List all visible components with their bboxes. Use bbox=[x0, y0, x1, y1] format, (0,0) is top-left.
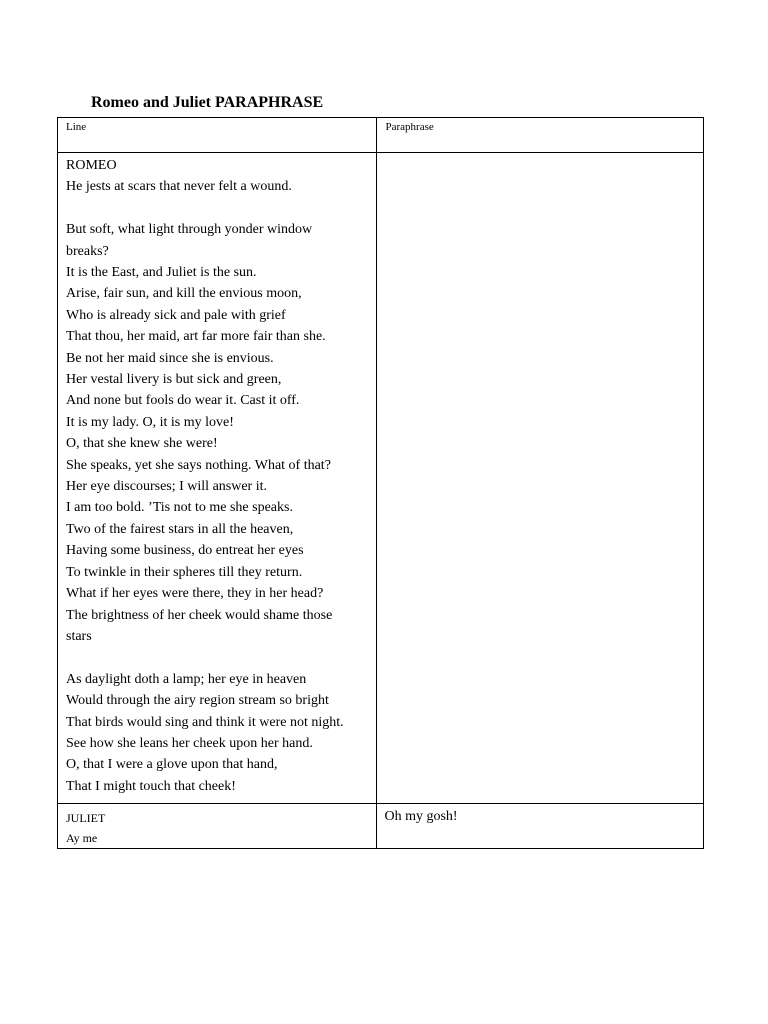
verse-line: That thou, her maid, art far more fair than she. bbox=[66, 329, 326, 345]
verse-line: Her vestal livery is but sick and green, bbox=[66, 372, 282, 388]
verse-line: The brightness of her cheek would shame those bbox=[66, 607, 333, 623]
juliet-paraphrase-text: Oh my gosh! bbox=[384, 809, 458, 825]
verse-line: But soft, what light through yonder window bbox=[66, 222, 313, 238]
paraphrase-header-cell bbox=[377, 118, 704, 153]
juliet-paraphrase-cell[interactable] bbox=[377, 804, 704, 849]
juliet-line-cell bbox=[58, 804, 377, 849]
verse-line: See how she leans her cheek upon her hand. bbox=[66, 735, 313, 751]
paraphrase-column-header: Paraphrase bbox=[385, 121, 434, 133]
romeo-lines bbox=[66, 176, 376, 797]
verse-line: Her eye discourses; I will answer it. bbox=[66, 479, 267, 495]
verse-line: I am too bold. ’Tis not to me she speaks. bbox=[66, 500, 293, 516]
verse-line: She speaks, yet she says nothing. What of that? bbox=[66, 457, 331, 473]
verse-line: Two of the fairest stars in all the heaven, bbox=[66, 521, 294, 537]
table-row-juliet bbox=[58, 804, 704, 849]
juliet-line-text: Ay me bbox=[66, 831, 98, 846]
verse-line: It is my lady. O, it is my love! bbox=[66, 414, 234, 430]
verse-line: It is the East, and Juliet is the sun. bbox=[66, 265, 257, 281]
verse-line: What if her eyes were there, they in her head? bbox=[66, 586, 324, 602]
verse-line: Having some business, do entreat her eyes bbox=[66, 543, 304, 559]
verse-line: And none but fools do wear it. Cast it off. bbox=[66, 393, 300, 409]
verse-line: Be not her maid since she is envious. bbox=[66, 350, 274, 366]
page-title: Romeo and Juliet PARAPHRASE bbox=[91, 94, 324, 111]
verse-line: stars bbox=[66, 628, 92, 644]
verse-line: O, that she knew she were! bbox=[66, 436, 218, 452]
verse-line: That I might touch that cheek! bbox=[66, 778, 236, 794]
verse-line: As daylight doth a lamp; her eye in heaven bbox=[66, 671, 307, 687]
verse-line: breaks? bbox=[66, 243, 109, 259]
line-header-cell bbox=[58, 118, 377, 153]
verse-line: Arise, fair sun, and kill the envious moon, bbox=[66, 286, 302, 302]
table-row-romeo bbox=[58, 153, 704, 804]
romeo-paraphrase-cell[interactable] bbox=[377, 153, 704, 804]
verse-line: O, that I were a glove upon that hand, bbox=[66, 757, 278, 773]
speaker-name: ROMEO bbox=[66, 158, 117, 173]
line-column-header: Line bbox=[66, 121, 87, 133]
verse-line: To twinkle in their spheres till they return. bbox=[66, 564, 303, 580]
romeo-line-cell bbox=[58, 153, 377, 804]
speaker-name: JULIET bbox=[66, 811, 106, 826]
verse-line: Would through the airy region stream so bright bbox=[66, 693, 329, 709]
blank-line bbox=[66, 647, 376, 668]
verse-line: Who is already sick and pale with grief bbox=[66, 307, 286, 323]
paraphrase-table bbox=[57, 117, 704, 849]
table-header-row bbox=[58, 118, 704, 153]
verse-line: He jests at scars that never felt a wound. bbox=[66, 179, 292, 195]
verse-line: That birds would sing and think it were not night. bbox=[66, 714, 344, 730]
blank-line bbox=[66, 198, 376, 219]
